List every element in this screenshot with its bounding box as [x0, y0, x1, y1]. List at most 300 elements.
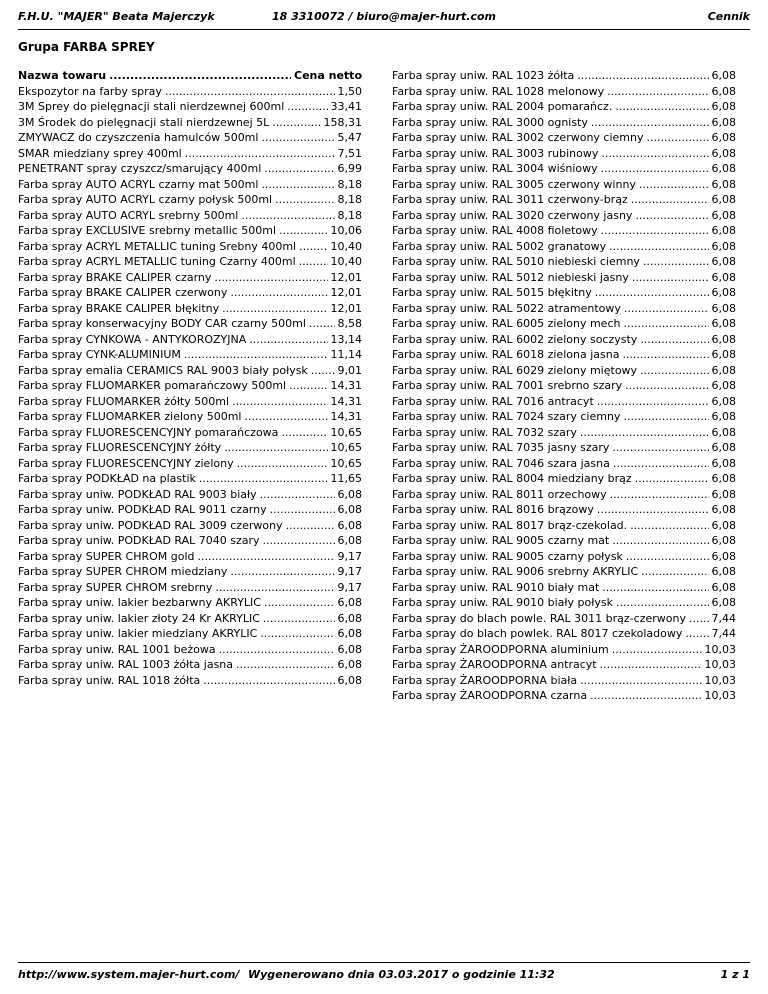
dot-leader — [299, 254, 328, 270]
list-item — [18, 657, 362, 673]
product-name: Farba spray AUTO ACRYL czarny mat 500ml — [18, 177, 259, 191]
product-name: Farba spray uniw. RAL 9010 biały mat — [392, 580, 600, 594]
product-name: Farba spray uniw. RAL 3002 czerwony ciemny — [392, 131, 644, 144]
dot-leader — [270, 502, 335, 518]
product-name: Farba spray uniw. RAL 8004 miedziany brąz — [392, 472, 632, 485]
product-name: Farba spray konserwacyjny BODY CAR czarny 500ml — [18, 317, 306, 330]
product-price: 14,31 — [330, 394, 362, 408]
product-name: Farba spray uniw. RAL 1001 beżowa — [18, 642, 216, 656]
product-name: 3M Środek do pielęgnacji stali nierdzewnej 5L — [18, 115, 270, 129]
product-price: 6,08 — [337, 627, 362, 640]
header-divider — [18, 29, 750, 30]
product-price: 6,08 — [711, 301, 736, 315]
product-price: 6,08 — [711, 565, 736, 578]
list-item — [392, 347, 736, 363]
dot-leader — [237, 456, 328, 472]
list-item — [18, 192, 362, 208]
product-price: 6,08 — [711, 441, 736, 454]
list-item — [18, 471, 362, 487]
list-item — [18, 673, 362, 689]
dot-leader — [612, 533, 708, 549]
dot-leader — [640, 332, 708, 348]
product-price: 7,44 — [711, 627, 736, 640]
product-name: Farba spray FLUORESCENCYJNY pomarańczowa — [18, 425, 279, 439]
dot-leader — [222, 301, 327, 317]
list-item — [392, 471, 736, 487]
product-name: ZMYWACZ do czyszczenia hamulców 500ml — [18, 131, 259, 144]
company-name: F.H.U. "MAJER" Beata Majerczyk — [18, 10, 215, 23]
list-item — [18, 363, 362, 379]
dot-leader — [639, 177, 709, 193]
list-item — [392, 657, 736, 673]
product-name: Farba spray uniw. PODKŁAD RAL 9003 biały — [18, 487, 257, 501]
product-price: 33,41 — [330, 100, 362, 113]
list-item — [18, 146, 362, 162]
product-name: Farba spray ŻAROODPORNA aluminium — [392, 642, 609, 656]
list-item — [18, 533, 362, 549]
list-item — [18, 301, 362, 317]
product-price: 8,18 — [337, 177, 362, 191]
product-name: Farba spray BRAKE CALIPER błękitny — [18, 301, 220, 315]
product-name: Farba spray uniw. RAL 3000 ognisty — [392, 115, 588, 129]
list-item — [392, 456, 736, 472]
product-price: 6,99 — [337, 162, 362, 175]
list-item — [18, 378, 362, 394]
list-item — [18, 549, 362, 565]
product-name: Farba spray uniw. RAL 5022 atramentowy — [392, 301, 621, 315]
dot-leader — [635, 208, 708, 224]
product-name: Farba spray SUPER CHROM miedziany — [18, 565, 228, 578]
dot-leader — [625, 378, 708, 394]
list-item — [392, 487, 736, 503]
product-name: Farba spray uniw. RAL 8016 brązowy — [392, 503, 594, 516]
dot-leader — [311, 363, 335, 379]
list-item — [392, 378, 736, 394]
list-item — [18, 316, 362, 332]
product-price: 8,18 — [337, 208, 362, 222]
product-name: Farba spray FLUORESCENCYJNY żółty — [18, 441, 222, 454]
column-header-name: Nazwa towaru — [18, 69, 107, 82]
dot-leader — [261, 177, 334, 193]
list-item — [392, 332, 736, 348]
dot-leader — [577, 68, 708, 84]
product-price: 6,08 — [711, 487, 736, 501]
dot-leader — [286, 518, 335, 534]
list-item — [392, 518, 736, 534]
product-price: 9,17 — [337, 549, 362, 563]
product-price: 6,08 — [711, 379, 736, 392]
product-price: 6,08 — [337, 642, 362, 656]
product-name: Farba spray ŻAROODPORNA czarna — [392, 689, 588, 702]
list-item — [392, 301, 736, 317]
product-price: 6,08 — [337, 487, 362, 501]
dot-leader — [601, 146, 708, 162]
product-price: 6,08 — [711, 596, 736, 609]
product-name: Farba spray ACRYL METALLIC tuning Srebny 400ml — [18, 239, 297, 253]
dot-leader — [214, 270, 327, 286]
product-name: Farba spray AUTO ACRYL srebrny 500ml — [18, 208, 239, 222]
list-item — [392, 270, 736, 286]
list-item — [18, 502, 362, 518]
dot-leader — [249, 332, 327, 348]
product-price: 8,58 — [337, 317, 362, 330]
product-name: PENETRANT spray czyszcz/smarujący 400ml — [18, 162, 262, 175]
product-name: Farba spray uniw. RAL 9010 biały połysk — [392, 596, 613, 609]
list-item — [18, 580, 362, 596]
product-price: 6,08 — [711, 363, 736, 377]
list-item — [18, 208, 362, 224]
list-item — [392, 626, 736, 642]
dot-leader — [309, 316, 335, 332]
dot-leader — [623, 409, 708, 425]
list-item — [18, 409, 362, 425]
product-price: 6,08 — [711, 115, 736, 129]
product-name: Farba spray do blach powlek. RAL 8017 czekoladowy — [392, 627, 683, 640]
product-price: 6,08 — [711, 348, 736, 361]
product-price: 6,08 — [711, 472, 736, 485]
list-item — [392, 363, 736, 379]
dot-leader — [289, 378, 327, 394]
product-price: 6,08 — [711, 255, 736, 268]
product-name: Farba spray uniw. RAL 7046 szara jasna — [392, 456, 610, 470]
product-name: Farba spray ŻAROODPORNA biała — [392, 673, 578, 687]
dot-leader — [236, 657, 334, 673]
product-price: 10,65 — [330, 425, 362, 439]
product-name: Farba spray FLUOMARKER zielony 500ml — [18, 410, 242, 423]
product-name: Farba spray FLUORESCENCYJNY zielony — [18, 456, 234, 470]
product-name: Farba spray FLUOMARKER pomarańczowy 500ml — [18, 379, 287, 392]
product-price: 6,08 — [711, 394, 736, 408]
contact-info: 18 3310072 / biuro@majer-hurt.com — [271, 10, 497, 23]
dot-leader — [685, 626, 708, 642]
product-price: 6,08 — [711, 456, 736, 470]
list-item — [392, 223, 736, 239]
dot-leader — [597, 502, 709, 518]
dot-leader — [245, 409, 328, 425]
product-price: 6,08 — [711, 580, 736, 594]
list-item — [392, 239, 736, 255]
product-price: 13,14 — [330, 332, 362, 346]
product-name: Farba spray uniw. RAL 3020 czerwony jasny — [392, 208, 633, 222]
list-item — [18, 347, 362, 363]
dot-leader — [184, 347, 328, 363]
list-item — [392, 68, 736, 84]
list-item — [18, 84, 362, 100]
product-price: 1,50 — [337, 84, 362, 98]
product-name: Farba spray SUPER CHROM srebrny — [18, 580, 213, 594]
list-item — [392, 115, 736, 131]
product-price: 6,08 — [711, 177, 736, 191]
dot-leader — [241, 208, 334, 224]
product-name: Farba spray uniw. RAL 7001 srebrno szary — [392, 379, 623, 392]
product-price: 10,03 — [704, 673, 736, 687]
footer-divider — [18, 962, 750, 963]
dot-leader — [272, 115, 320, 131]
product-name: Farba spray PODKŁAD na plastik — [18, 472, 196, 485]
product-name: Farba spray CYNK-ALUMINIUM — [18, 348, 181, 361]
dot-leader — [623, 316, 708, 332]
page-header — [18, 10, 750, 26]
price-list-left-column — [18, 68, 362, 688]
product-name: Farba spray uniw. RAL 7035 jasny szary — [392, 441, 610, 454]
dot-leader — [624, 301, 709, 317]
dot-leader — [601, 223, 709, 239]
product-name: Farba spray uniw. PODKŁAD RAL 9011 czarny — [18, 503, 267, 516]
dot-leader — [609, 239, 708, 255]
dot-leader — [165, 84, 335, 100]
dot-leader — [612, 440, 708, 456]
list-item — [18, 394, 362, 410]
dot-leader — [641, 564, 708, 580]
list-item — [392, 316, 736, 332]
list-item — [18, 626, 362, 642]
product-price: 7,44 — [711, 611, 736, 625]
product-price: 6,08 — [337, 673, 362, 687]
list-item — [18, 161, 362, 177]
list-item — [18, 518, 362, 534]
product-name: Farba spray uniw. RAL 7024 szary ciemny — [392, 410, 621, 423]
list-item — [392, 409, 736, 425]
product-price: 12,01 — [330, 270, 362, 284]
product-price: 6,08 — [711, 146, 736, 160]
product-price: 6,08 — [711, 239, 736, 253]
list-item — [18, 642, 362, 658]
dot-leader — [198, 549, 335, 565]
list-item — [392, 130, 736, 146]
product-price: 10,03 — [704, 642, 736, 656]
product-price: 14,31 — [330, 410, 362, 423]
dot-leader — [630, 518, 708, 534]
product-name: Farba spray ACRYL METALLIC tuning Czarny 400ml — [18, 255, 296, 268]
dot-leader — [612, 642, 702, 658]
product-price: 10,03 — [704, 658, 736, 671]
product-name: Farba spray uniw. RAL 1023 żółta — [392, 69, 575, 82]
list-item — [18, 564, 362, 580]
product-name: 3M Sprey do pielęgnacji stali nierdzewnej 600ml — [18, 100, 285, 113]
product-price: 6,08 — [711, 69, 736, 82]
dot-leader — [591, 115, 709, 131]
list-item — [18, 440, 362, 456]
list-item — [18, 595, 362, 611]
dot-leader — [261, 130, 334, 146]
product-name: Farba spray uniw. RAL 2004 pomarańcz. — [392, 100, 613, 113]
product-name: Farba spray uniw. RAL 1018 żółta — [18, 673, 201, 687]
dot-leader — [287, 99, 327, 115]
dot-leader — [199, 471, 328, 487]
dot-leader — [580, 673, 701, 689]
list-item — [18, 487, 362, 503]
product-price: 6,08 — [711, 84, 736, 98]
list-item — [392, 285, 736, 301]
list-item — [18, 239, 362, 255]
product-price: 6,08 — [337, 503, 362, 516]
list-item — [392, 595, 736, 611]
dot-leader — [600, 657, 702, 673]
product-name: Farba spray uniw. RAL 3004 wiśniowy — [392, 162, 598, 175]
dot-leader — [109, 68, 291, 84]
product-name: Farba spray uniw. RAL 5012 niebieski jasny — [392, 270, 629, 284]
list-item — [18, 99, 362, 115]
dot-leader — [260, 487, 335, 503]
product-name: Farba spray uniw. RAL 6002 zielony soczysty — [392, 332, 638, 346]
dot-leader — [689, 611, 709, 627]
product-name: Farba spray uniw. RAL 8017 brąz-czekolad. — [392, 518, 628, 532]
list-item — [392, 177, 736, 193]
dot-leader — [635, 471, 709, 487]
dot-leader — [275, 192, 334, 208]
product-name: Ekspozytor na farby spray — [18, 84, 162, 98]
product-price: 6,08 — [711, 208, 736, 222]
dot-leader — [615, 99, 708, 115]
dot-leader — [279, 223, 327, 239]
product-price: 10,03 — [704, 689, 736, 702]
list-item — [18, 425, 362, 441]
product-price: 10,40 — [330, 239, 362, 253]
product-name: Farba spray uniw. RAL 8011 orzechowy — [392, 487, 607, 501]
list-item — [392, 208, 736, 224]
dot-leader — [219, 642, 335, 658]
product-price: 5,47 — [337, 131, 362, 144]
product-price: 6,08 — [337, 596, 362, 609]
product-price: 9,17 — [337, 565, 362, 578]
product-price: 6,08 — [711, 286, 736, 299]
product-name: Farba spray uniw. RAL 3011 czerwony-brąz — [392, 193, 628, 206]
dot-leader — [224, 440, 327, 456]
product-price: 6,08 — [711, 410, 736, 423]
product-name: Farba spray uniw. PODKŁAD RAL 7040 szary — [18, 534, 260, 547]
product-price: 6,08 — [711, 224, 736, 237]
dot-leader — [595, 285, 709, 301]
product-price: 10,65 — [330, 441, 362, 454]
product-name: Farba spray uniw. RAL 6005 zielony mech — [392, 317, 621, 330]
list-item — [392, 688, 736, 704]
list-item — [392, 502, 736, 518]
list-item — [392, 99, 736, 115]
dot-leader — [299, 239, 327, 255]
product-name: Farba spray uniw. RAL 4008 fioletowy — [392, 224, 598, 237]
dot-leader — [260, 626, 334, 642]
product-price: 6,08 — [711, 503, 736, 516]
product-name: Farba spray uniw. lakier miedziany AKRYLIC — [18, 627, 258, 640]
product-name: Farba spray uniw. RAL 6029 zielony miętowy — [392, 363, 638, 377]
dot-leader — [622, 347, 708, 363]
product-name: Farba spray do blach powle. RAL 3011 brąz-czerwony — [392, 611, 686, 625]
dot-leader — [281, 425, 327, 441]
dot-leader — [616, 595, 709, 611]
product-price: 6,08 — [337, 611, 362, 625]
document-type: Cennik — [707, 10, 750, 23]
product-price: 158,31 — [323, 115, 362, 129]
list-item — [392, 564, 736, 580]
product-price: 12,01 — [330, 301, 362, 315]
dot-leader — [185, 146, 335, 162]
product-name: Farba spray CYNKOWA - ANTYKOROZYJNA — [18, 332, 247, 346]
dot-leader — [215, 580, 334, 596]
product-price: 8,18 — [337, 193, 362, 206]
table-header — [18, 68, 362, 84]
product-price: 11,65 — [330, 472, 362, 485]
product-name: Farba spray FLUOMARKER żółty 500ml — [18, 394, 230, 408]
list-item — [18, 270, 362, 286]
product-price: 6,08 — [711, 534, 736, 547]
product-name: Farba spray uniw. RAL 6018 zielona jasna — [392, 348, 620, 361]
list-item — [392, 84, 736, 100]
product-price: 10,06 — [330, 224, 362, 237]
dot-leader — [643, 254, 709, 270]
product-name: Farba spray uniw. RAL 5015 błękitny — [392, 286, 592, 299]
list-item — [392, 192, 736, 208]
product-name: Farba spray uniw. RAL 3003 rubinowy — [392, 146, 599, 160]
product-price: 6,08 — [711, 100, 736, 113]
product-price: 10,65 — [330, 456, 362, 470]
product-price: 6,08 — [711, 549, 736, 563]
dot-leader — [264, 161, 334, 177]
list-item — [392, 440, 736, 456]
list-item — [392, 394, 736, 410]
product-name: Farba spray uniw. RAL 3005 czerwony winny — [392, 177, 636, 191]
product-name: Farba spray uniw. RAL 5010 niebieski ciemny — [392, 255, 640, 268]
product-price: 12,01 — [330, 286, 362, 299]
list-item — [392, 580, 736, 596]
dot-leader — [230, 564, 334, 580]
product-name: Farba spray AUTO ACRYL czarny połysk 500ml — [18, 193, 273, 206]
product-price: 6,08 — [711, 193, 736, 206]
column-header-price: Cena netto — [294, 69, 362, 82]
product-price: 9,17 — [337, 580, 362, 594]
group-title: Grupa FARBA SPREY — [18, 40, 155, 54]
product-price: 10,40 — [330, 255, 362, 268]
product-name: Farba spray EXCLUSIVE srebrny metallic 500ml — [18, 224, 277, 237]
product-name: Farba spray uniw. RAL 7032 szary — [392, 425, 577, 439]
page-number: 1 z 1 — [720, 968, 750, 981]
dot-leader — [607, 84, 708, 100]
product-price: 6,08 — [711, 162, 736, 175]
list-item — [392, 642, 736, 658]
dot-leader — [230, 285, 327, 301]
product-name: Farba spray ŻAROODPORNA antracyt — [392, 658, 597, 671]
product-name: Farba spray uniw. RAL 5002 granatowy — [392, 239, 607, 253]
list-item — [392, 254, 736, 270]
list-item — [392, 161, 736, 177]
product-price: 6,08 — [711, 270, 736, 284]
list-item — [392, 146, 736, 162]
dot-leader — [590, 688, 701, 704]
list-item — [18, 254, 362, 270]
product-price: 9,01 — [337, 363, 362, 377]
dot-leader — [647, 130, 709, 146]
price-list-right-column — [392, 68, 736, 704]
list-item — [392, 611, 736, 627]
footer-url[interactable]: http://www.system.majer-hurt.com/ — [18, 968, 240, 981]
list-item — [392, 533, 736, 549]
product-name: Farba spray uniw. RAL 9005 czarny mat — [392, 534, 610, 547]
dot-leader — [632, 270, 709, 286]
dot-leader — [203, 673, 334, 689]
product-price: 6,08 — [711, 332, 736, 346]
product-name: SMAR miedziany sprey 400ml — [18, 146, 182, 160]
generated-timestamp: Wygenerowano dnia 03.03.2017 o godzinie 11:32 — [248, 968, 555, 981]
product-price: 6,08 — [337, 658, 362, 671]
dot-leader — [626, 549, 709, 565]
list-item — [18, 332, 362, 348]
list-item — [392, 673, 736, 689]
product-name: Farba spray emalia CERAMICS RAL 9003 biały połysk — [18, 363, 308, 377]
product-name: Farba spray uniw. RAL 1003 żółta jasna — [18, 658, 234, 671]
dot-leader — [613, 456, 709, 472]
product-name: Farba spray BRAKE CALIPER czerwony — [18, 286, 228, 299]
product-name: Farba spray uniw. PODKŁAD RAL 3009 czerwony — [18, 518, 283, 532]
dot-leader — [263, 533, 335, 549]
